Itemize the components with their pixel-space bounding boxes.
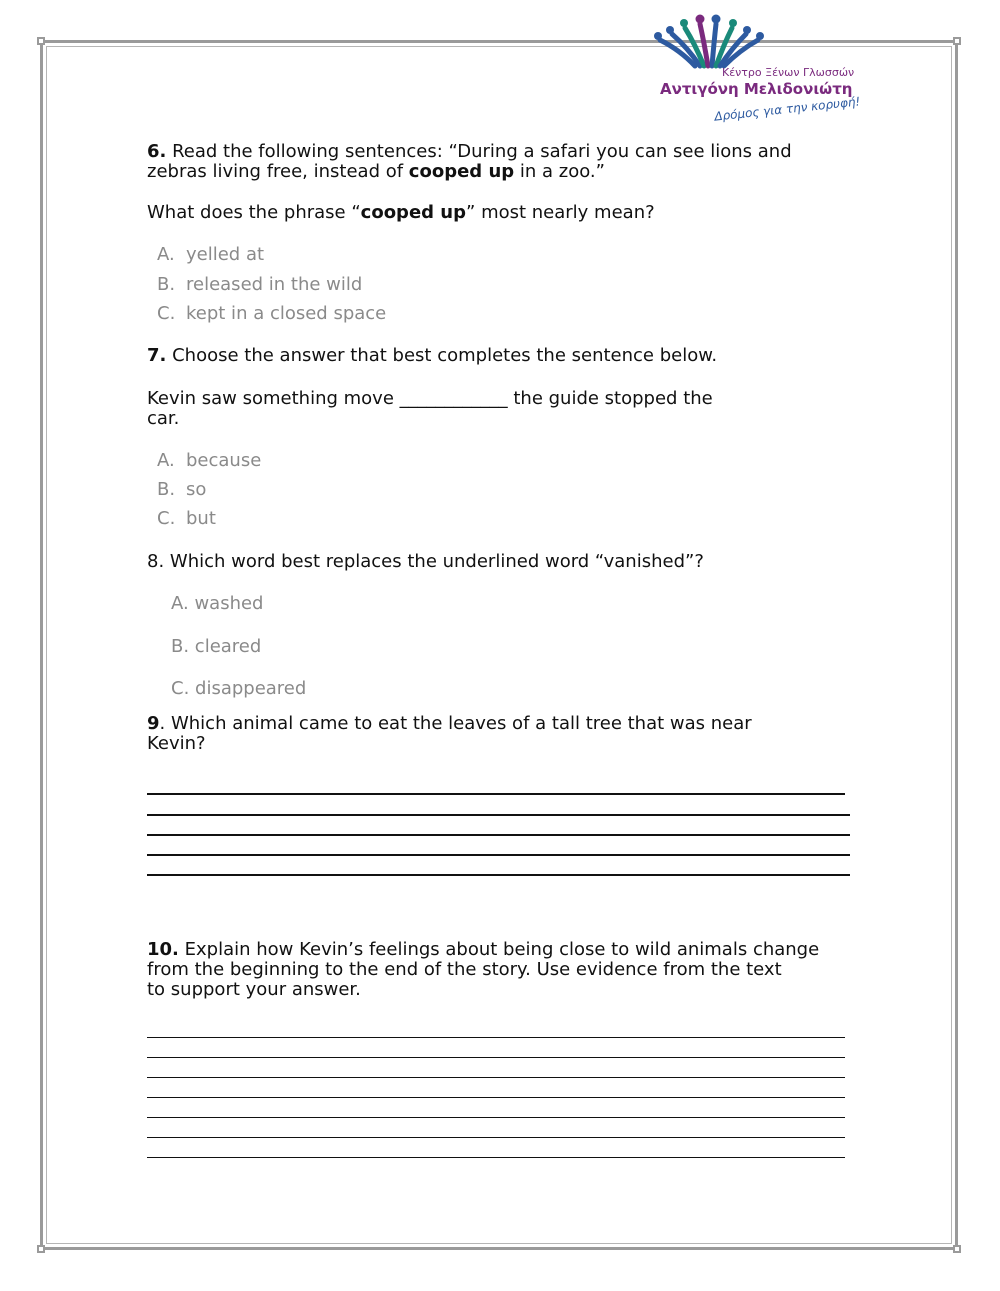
- q6-prompt-b: ” most nearly mean?: [466, 202, 655, 223]
- q6-prompt-a: What does the phrase “: [147, 202, 361, 223]
- logo-center-name: Κέντρο Ξένων Γλωσσών: [722, 66, 855, 79]
- q6-number: 6.: [147, 141, 167, 162]
- option-letter: A.: [157, 450, 175, 471]
- school-logo: [640, 10, 861, 124]
- frame-corner-tl: [37, 37, 45, 45]
- q10-text-line2: from the beginning to the end of the story. Use evidence from the text: [147, 959, 782, 980]
- q9-text-line2: Kevin?: [147, 733, 206, 754]
- q7-text: [147, 346, 717, 366]
- q10-answer-line-2[interactable]: [147, 1057, 845, 1058]
- q7-text-a: Choose the answer that best completes the sentence below.: [166, 345, 718, 366]
- q10-answer-line-6[interactable]: [147, 1137, 845, 1138]
- q10-answer-line-5[interactable]: [147, 1117, 845, 1118]
- frame-corner-br: [953, 1245, 961, 1253]
- frame-corner-bl: [37, 1245, 45, 1253]
- q6-text-a: Read the following sentences: “During a safari you can see lions and: [166, 141, 792, 162]
- logo-owner-name: Αντιγόνη Μελιδονιώτη: [660, 80, 853, 98]
- q9-text-a: . Which animal came to eat the leaves of a tall tree that was near: [159, 713, 752, 734]
- q9-answer-line-3[interactable]: [147, 834, 850, 836]
- q6-text-b: zebras living free, instead of: [147, 161, 409, 182]
- option-text: because: [186, 450, 262, 471]
- q10-answer-line-1[interactable]: [147, 1037, 845, 1038]
- q6-prompt-bold: cooped up: [360, 202, 467, 223]
- q6-bold-phrase: cooped up: [408, 161, 515, 182]
- option-letter: B.: [157, 274, 176, 295]
- q10-text-line1: [147, 940, 819, 960]
- q10-number: 10.: [147, 939, 179, 960]
- q7-sentence-line1: Kevin saw something move ____________ the guide stopped the: [147, 388, 713, 409]
- people-logo-icon: [640, 10, 860, 70]
- option-letter: A.: [157, 244, 175, 265]
- frame-corner-tr: [953, 37, 961, 45]
- q9-answer-line-2[interactable]: [147, 814, 850, 816]
- option-text: kept in a closed space: [186, 303, 387, 324]
- q10-answer-line-4[interactable]: [147, 1097, 845, 1098]
- q9-answer-line-1[interactable]: [147, 793, 845, 795]
- q6-text-line1: [147, 142, 792, 162]
- q7-option-a[interactable]: [157, 450, 261, 472]
- q9-answer-line-4[interactable]: [147, 854, 850, 856]
- option-letter: B.: [157, 479, 176, 500]
- q6-text-c: in a zoo.”: [514, 161, 605, 182]
- q8-option-a[interactable]: A. washed: [171, 593, 264, 614]
- q9-number: 9: [147, 713, 160, 734]
- option-letter: C.: [157, 303, 176, 324]
- option-text: but: [186, 508, 216, 529]
- q9-answer-line-5[interactable]: [147, 874, 850, 876]
- q8-option-b[interactable]: B. cleared: [171, 636, 262, 657]
- option-text: so: [186, 479, 207, 500]
- q8-option-c[interactable]: C. disappeared: [171, 678, 307, 699]
- q6-option-a[interactable]: [157, 244, 264, 266]
- q7-number: 7.: [147, 345, 167, 366]
- q10-answer-line-3[interactable]: [147, 1077, 845, 1078]
- option-text: yelled at: [186, 244, 265, 265]
- q6-option-b[interactable]: [157, 274, 362, 296]
- option-letter: C.: [157, 508, 176, 529]
- q6-prompt: [147, 203, 655, 223]
- q6-option-c[interactable]: [157, 303, 386, 325]
- q10-text-line3: to support your answer.: [147, 979, 361, 1000]
- option-text: released in the wild: [186, 274, 363, 295]
- q9-text-line1: [147, 714, 752, 734]
- q6-text-line2: [147, 162, 605, 182]
- q7-option-b[interactable]: [157, 479, 206, 501]
- q8-text: 8. Which word best replaces the underlined word “vanished”?: [147, 551, 704, 572]
- q7-option-c[interactable]: [157, 508, 216, 530]
- q10-text-a: Explain how Kevin’s feelings about being close to wild animals change: [178, 939, 820, 960]
- q10-answer-line-7[interactable]: [147, 1157, 845, 1158]
- q7-sentence-line2: car.: [147, 408, 180, 429]
- logo-slogan: Δρόμος για την κορυφή!: [713, 94, 861, 124]
